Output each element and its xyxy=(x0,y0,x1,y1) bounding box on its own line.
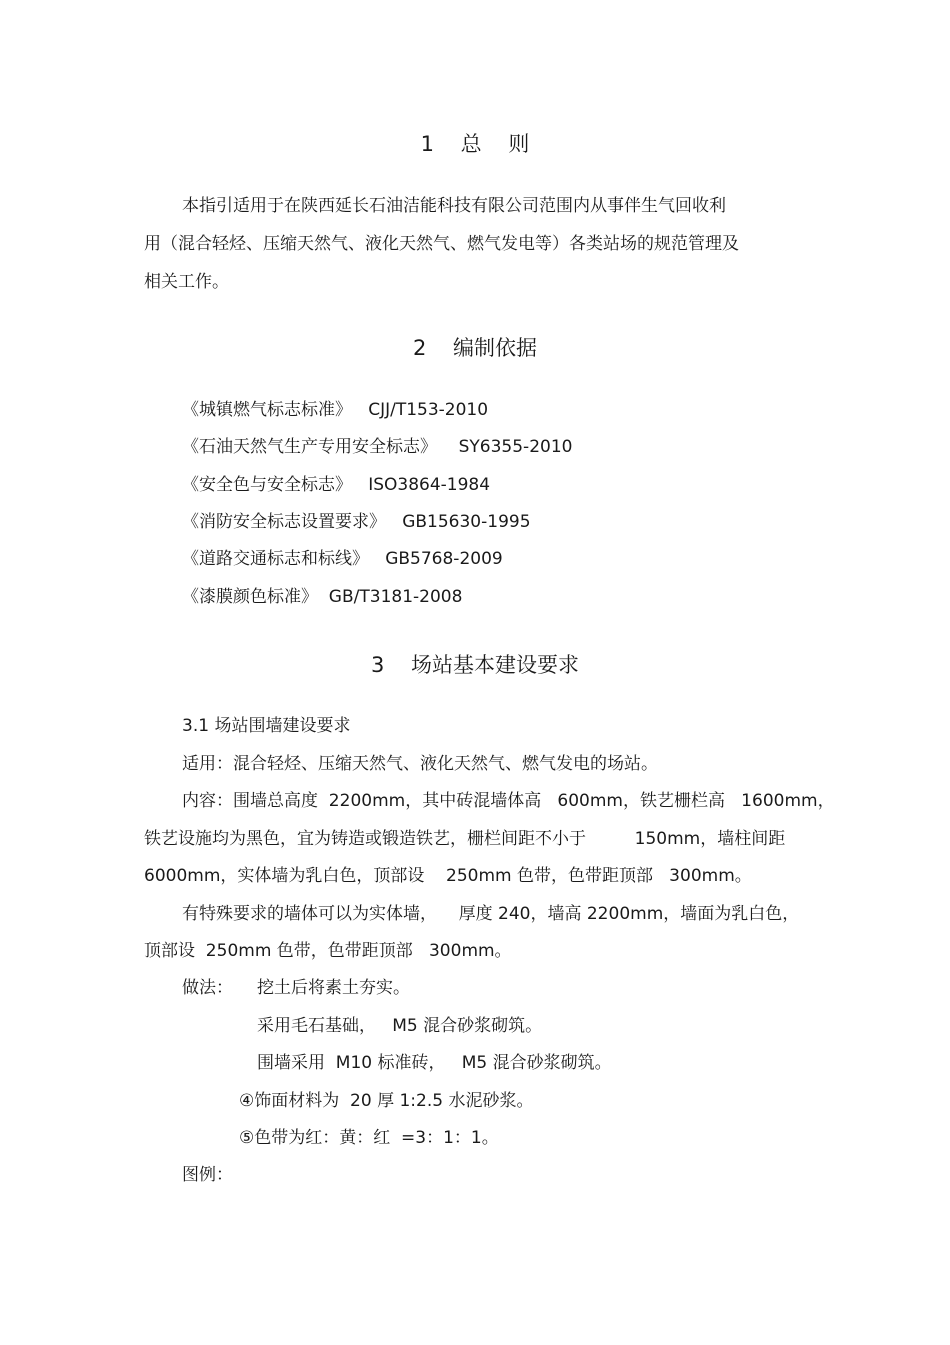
method-step: ④饰面材料为 20 厚 1:2.5 水泥砂浆。 xyxy=(239,1091,534,1111)
method-step: 采用毛石基础， M5 混合砂浆砌筑。 xyxy=(257,1016,543,1036)
subsection-3-1-title: 3.1 场站围墙建设要求 xyxy=(182,716,351,736)
method-label: 做法： xyxy=(182,978,233,998)
reference-item: 《安全色与安全标志》 ISO3864-1984 xyxy=(182,475,491,495)
content-line-3: 6000mm，实体墙为乳白色，顶部设 250mm 色带，色带距顶部 300mm。 xyxy=(144,866,752,886)
reference-item: 《道路交通标志和标线》 GB5768-2009 xyxy=(182,549,503,569)
reference-item: 《漆膜颜色标准》 GB/T3181-2008 xyxy=(182,587,463,607)
section-1-heading: 1 总 则 xyxy=(420,132,530,156)
special-line-2: 顶部设 250mm 色带，色带距顶部 300mm。 xyxy=(144,941,512,961)
reference-item: 《城镇燃气标志标准》 CJJ/T153-2010 xyxy=(182,400,489,420)
section-1-paragraph-line-3: 相关工作。 xyxy=(144,272,229,292)
section-1-paragraph-line-1: 本指引适用于在陕西延长石油洁能科技有限公司范围内从事伴生气回收利 xyxy=(182,196,726,216)
special-line-1: 有特殊要求的墙体可以为实体墙， 厚度 240，墙高 2200mm，墙面为乳白色， xyxy=(182,904,800,924)
content-line-2: 铁艺设施均为黑色，宜为铸造或锻造铁艺，栅栏间距不小于 150mm，墙柱间距 xyxy=(144,829,786,849)
method-step: 挖土后将素土夯实。 xyxy=(257,978,410,998)
reference-item: 《石油天然气生产专用安全标志》 SY6355-2010 xyxy=(182,437,573,457)
section-1-paragraph-line-2: 用（混合轻烃、压缩天然气、液化天然气、燃气发电等）各类站场的规范管理及 xyxy=(144,234,739,254)
content-line-1: 内容：围墙总高度 2200mm，其中砖混墙体高 600mm，铁艺栅栏高 1600mm， xyxy=(182,791,835,811)
method-step: 围墙采用 M10 标准砖， M5 混合砂浆砌筑。 xyxy=(257,1053,612,1073)
method-step: ⑤色带为红：黄：红 =3：1：1。 xyxy=(239,1128,499,1148)
figure-label: 图例： xyxy=(182,1165,233,1185)
reference-item: 《消防安全标志设置要求》 GB15630-1995 xyxy=(182,512,531,532)
section-2-heading: 2 编制依据 xyxy=(412,336,538,360)
section-3-heading: 3 场站基本建设要求 xyxy=(370,653,580,677)
applicable-text: 适用：混合轻烃、压缩天然气、液化天然气、燃气发电的场站。 xyxy=(182,754,658,774)
